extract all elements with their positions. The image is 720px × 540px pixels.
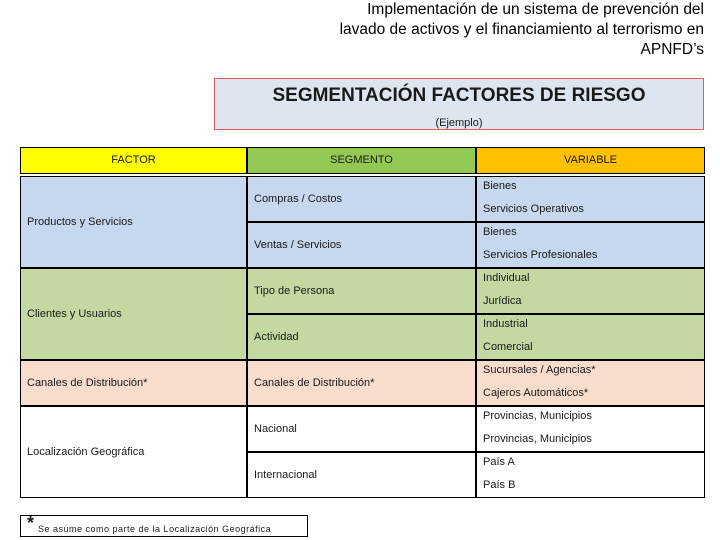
- factor-label: Clientes y Usuarios: [27, 308, 122, 320]
- column-header-segmento: SEGMENTO: [247, 147, 476, 174]
- variable-label: Servicios Operativos: [483, 203, 584, 215]
- variable-label: Industrial: [483, 318, 528, 330]
- segment-label: Internacional: [254, 469, 317, 481]
- variable-label: Jurídica: [483, 295, 522, 307]
- segment-cell: [247, 452, 476, 498]
- document-header: [264, 0, 704, 60]
- footnote-mark: *: [27, 513, 35, 533]
- header-line-2: lavado de activos y el financiamiento al terrorismo en: [339, 21, 704, 38]
- segment-cell: [247, 268, 476, 314]
- segment-cell: [247, 176, 476, 222]
- variable-label: Sucursales / Agencias*: [483, 364, 596, 376]
- title-banner: [214, 78, 704, 130]
- variable-label: País A: [483, 456, 515, 468]
- segment-label: Canales de Distribución*: [254, 377, 375, 389]
- variable-label: País B: [483, 479, 516, 491]
- variable-label: Bienes: [483, 226, 517, 238]
- variable-label: Cajeros Automáticos*: [483, 387, 589, 399]
- factor-label: Productos y Servicios: [27, 216, 133, 228]
- factor-cell: [20, 406, 247, 498]
- segment-cell: [247, 406, 476, 452]
- banner-title: SEGMENTACIÓN FACTORES DE RIESGO: [272, 85, 646, 106]
- factor-cell: [20, 360, 247, 406]
- variable-cell: [476, 406, 705, 452]
- variable-label: Provincias, Municipios: [483, 410, 592, 422]
- segment-label: Tipo de Persona: [254, 285, 335, 297]
- footnote-text: Se asume como parte de la Localización Geográfica: [38, 524, 272, 534]
- column-header-variable: VARIABLE: [476, 147, 705, 174]
- header-line-1: Implementación de un sistema de prevención del: [367, 1, 704, 18]
- variable-cell: [476, 176, 705, 222]
- segment-cell: [247, 314, 476, 360]
- banner-subtitle: (Ejemplo): [435, 117, 483, 129]
- factor-cell: [20, 268, 247, 360]
- variable-label: Bienes: [483, 180, 517, 192]
- factor-label: Canales de Distribución*: [27, 377, 148, 389]
- variable-label: Individual: [483, 272, 530, 284]
- variable-cell: [476, 360, 705, 406]
- segment-cell: [247, 222, 476, 268]
- variable-label: Servicios Profesionales: [483, 249, 598, 261]
- variable-cell: [476, 222, 705, 268]
- factor-label: Localización Geográfica: [27, 446, 145, 458]
- variable-cell: [476, 268, 705, 314]
- segment-label: Compras / Costos: [254, 193, 343, 205]
- footnote: [20, 515, 308, 537]
- segment-cell: [247, 360, 476, 406]
- column-header-factor: FACTOR: [20, 147, 247, 174]
- factor-cell: [20, 176, 247, 268]
- header-line-3: APNFD’s: [640, 41, 704, 58]
- variable-cell: [476, 314, 705, 360]
- segment-label: Actividad: [254, 331, 299, 343]
- variable-cell: [476, 452, 705, 498]
- segment-label: Nacional: [254, 423, 297, 435]
- variable-label: Provincias, Municipios: [483, 433, 592, 445]
- segment-label: Ventas / Servicios: [254, 239, 342, 251]
- variable-label: Comercial: [483, 341, 533, 353]
